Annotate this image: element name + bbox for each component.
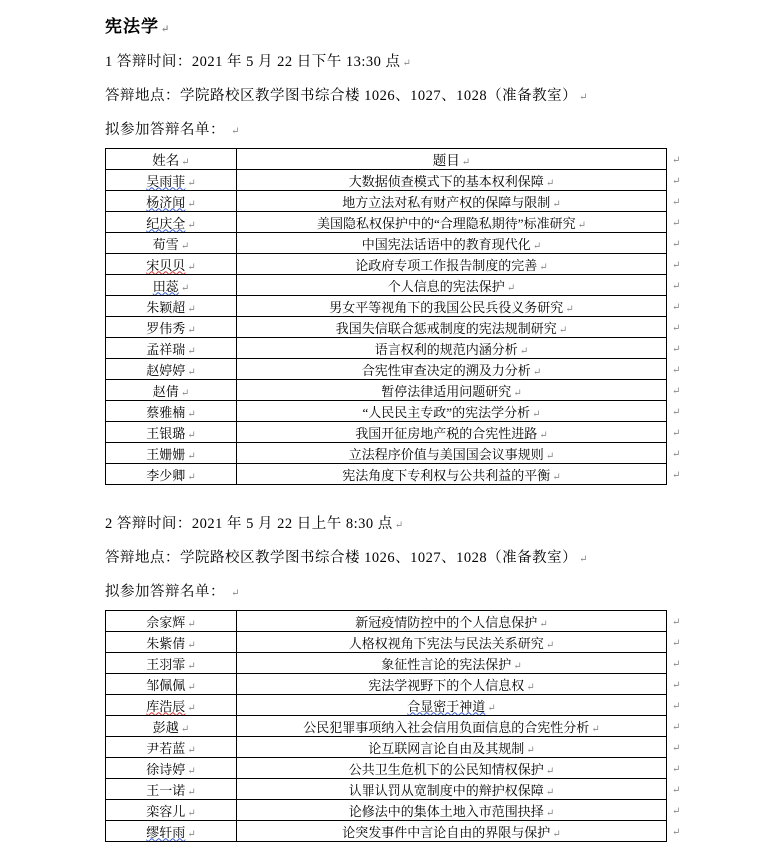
header-text: 姓名 [152,153,180,168]
student-name: 库浩辰 [146,698,186,714]
paragraph-mark: ↵ [187,807,196,819]
thesis-title: 男女平等视角下的我国公民兵役义务研究 [329,299,564,315]
paragraph-mark: ↵ [187,219,196,231]
student-name: 吴雨菲 [146,173,186,189]
paragraph-mark: ↵ [672,260,681,271]
student-name: 王姗姗 [146,446,186,462]
student-name-cell [106,422,237,443]
thesis-title: 立法程序价值与美国国会议事规则 [348,446,544,462]
thesis-title-cell [237,443,667,464]
paragraph-mark: ↵ [161,24,171,35]
thesis-title: 地方立法对私有财产权的保障与限制 [342,194,551,210]
paragraph-mark: ↵ [545,786,555,798]
table-row [106,695,683,716]
header-text: 题目 [432,153,460,168]
thesis-title-cell [237,422,667,443]
student-name: 杨济闻 [146,194,186,210]
paragraph-mark: ↵ [672,218,681,229]
student-name: 赵倩 [152,383,179,399]
paragraph-mark: ↵ [187,324,196,336]
student-name-cell [106,401,237,422]
paragraph-mark: ↵ [565,303,574,315]
thesis-title: 大数据侦查模式下的基本权利保障 [348,173,544,189]
paragraph-mark: ↵ [532,366,542,378]
paragraph-mark: ↵ [187,744,196,756]
thesis-title: 论政府专项工作报告制度的完善 [355,257,538,273]
student-name-cell [106,443,237,464]
paragraph-mark: ↵ [672,344,681,355]
table-row [106,380,683,401]
student-name: 栾容儿 [146,803,186,819]
paragraph-mark: ↵ [672,827,681,838]
student-name-cell [106,632,237,653]
student-name: 徐诗婷 [146,761,186,777]
thesis-title: 合显密于神道 [407,698,486,714]
paragraph-mark: ↵ [672,701,681,712]
student-name-cell [106,338,237,359]
student-name: 罗伟秀 [146,320,186,336]
student-name-cell [106,464,237,485]
paragraph-mark: ↵ [187,660,196,672]
row-end-mark-cell [667,716,683,737]
paragraph-mark: ↵ [402,58,412,69]
paragraph-mark: ↵ [545,807,555,819]
table-row [106,296,683,317]
table-row [106,800,683,821]
thesis-title: 个人信息的宪法保护 [387,278,505,294]
thesis-title: 宪法角度下专利权与公共利益的平衡 [342,467,551,483]
paragraph-mark: ↵ [672,428,681,439]
thesis-title-cell [237,401,667,422]
paragraph-mark: ↵ [672,449,681,460]
defense-location-text: 答辩地点：学院路校区教学图书综合楼 1026、1027、1028（准备教室） [105,550,578,566]
paragraph-mark: ↵ [187,177,196,189]
paragraph-mark: ↵ [187,786,196,798]
student-name-cell [106,170,237,191]
paragraph-mark: ↵ [672,680,681,691]
paragraph-mark: ↵ [519,345,529,357]
paragraph-mark: ↵ [672,722,681,733]
row-end-mark-cell [667,170,683,191]
row-end-mark-cell [667,296,683,317]
student-name: 王银璐 [146,425,186,441]
student-name-cell [106,779,237,800]
row-end-mark-cell [667,758,683,779]
thesis-title-cell [237,632,667,653]
paragraph-mark: ↵ [552,828,561,840]
paragraph-mark: ↵ [539,618,548,630]
table-header-row [106,149,683,170]
table-row [106,422,683,443]
paragraph-mark: ↵ [187,429,196,441]
row-end-mark-cell [667,275,683,296]
paragraph-mark: ↵ [506,282,516,294]
thesis-title: 暂停法律适用问题研究 [381,383,512,399]
thesis-title-cell [237,254,667,275]
paragraph-mark: ↵ [577,219,586,231]
student-name: 王一诺 [146,782,186,798]
row-end-mark-cell [667,653,683,674]
paragraph-mark: ↵ [672,386,681,397]
table-row [106,737,683,758]
paragraph-mark: ↵ [672,617,681,628]
thesis-title: 象征性言论的宪法保护 [381,656,512,672]
defense-time-line [105,512,774,533]
student-name: 孟祥瑞 [146,341,186,357]
student-name-cell [106,191,237,212]
paragraph-mark: ↵ [526,681,535,693]
student-name: 蔡雅楠 [146,404,186,420]
thesis-title: 语言权利的规范内涵分析 [374,341,518,357]
thesis-title-cell [237,716,667,737]
name-list-label [105,580,774,601]
thesis-title: 公共卫生危机下的公民知情权保护 [348,761,544,777]
paragraph-mark: ↵ [545,177,555,189]
paragraph-mark: ↵ [180,723,190,735]
thesis-title-cell [237,674,667,695]
paragraph-mark: ↵ [672,197,681,208]
table-row [106,275,683,296]
paragraph-mark: ↵ [187,681,196,693]
thesis-title-cell [237,695,667,716]
student-name-cell [106,611,237,632]
thesis-title-cell [237,233,667,254]
row-end-mark-cell [667,695,683,716]
paragraph-mark: ↵ [532,408,541,420]
paragraph-mark: ↵ [187,618,196,630]
thesis-title-cell [237,611,667,632]
paragraph-mark: ↵ [545,639,555,651]
student-name: 彭越 [152,719,179,735]
row-end-mark-cell [667,422,683,443]
defense-section-2 [105,512,774,842]
defense-location-line [105,84,774,105]
student-name: 朱紫倩 [146,635,186,651]
paragraph-mark: ↵ [558,324,568,336]
student-name-cell [106,800,237,821]
paragraph-mark: ↵ [545,450,555,462]
thesis-title: 认罪认罚从宽制度中的辩护权保障 [348,782,544,798]
defense-time-text: 2 答辩时间：2021 年 5 月 22 日上午 8:30 点 [105,516,393,532]
paragraph-mark: ↵ [461,157,471,168]
table-row [106,611,683,632]
thesis-title-cell [237,821,667,842]
table-row [106,191,683,212]
thesis-title: 中国宪法话语中的教育现代化 [361,236,531,252]
defense-time-text: 1 答辩时间：2021 年 5 月 22 日下午 13:30 点 [105,54,401,70]
table-row [106,254,683,275]
row-end-mark-cell [667,443,683,464]
student-name: 纪庆全 [146,215,186,231]
paragraph-mark: ↵ [187,639,196,651]
paragraph-mark: ↵ [539,429,548,441]
paragraph-mark: ↵ [672,302,681,313]
paragraph-mark: ↵ [187,828,196,840]
paragraph-mark: ↵ [672,470,681,481]
row-end-mark-cell [667,212,683,233]
paragraph-mark: ↵ [187,471,196,483]
row-end-mark-cell [667,611,683,632]
paragraph-mark: ↵ [180,387,190,399]
name-list-label-text: 拟参加答辩名单： [105,584,225,600]
thesis-title-cell [237,653,667,674]
row-end-mark-cell [667,632,683,653]
row-end-mark-cell [667,821,683,842]
paragraph-mark: ↵ [672,407,681,418]
table-row [106,464,683,485]
defense-table-2-body [106,611,683,842]
table-row [106,233,683,254]
row-end-mark-cell [667,317,683,338]
thesis-title: 公民犯罪事项纳入社会信用负面信息的合宪性分析 [303,719,590,735]
title-column-header [237,149,667,170]
paragraph-mark: ↵ [532,240,542,252]
student-name: 王羽霏 [146,656,186,672]
thesis-title: 论互联网言论自由及其规制 [368,740,525,756]
paragraph-mark: ↵ [579,554,589,565]
thesis-title-cell [237,800,667,821]
thesis-title-cell [237,359,667,380]
paragraph-mark: ↵ [672,806,681,817]
defense-table-1 [105,148,683,485]
paragraph-mark: ↵ [187,408,196,420]
student-name: 朱颖超 [146,299,186,315]
table-row [106,401,683,422]
table-row [106,338,683,359]
paragraph-mark: ↵ [487,702,496,714]
table-row [106,653,683,674]
paragraph-mark: ↵ [187,450,196,462]
paragraph-mark: ↵ [513,387,522,399]
paragraph-mark: ↵ [187,198,196,210]
thesis-title-cell [237,779,667,800]
thesis-title-cell [237,737,667,758]
paragraph-mark: ↵ [187,345,196,357]
paragraph-mark: ↵ [672,638,681,649]
name-list-label-text: 拟参加答辩名单： [105,122,225,138]
student-name-cell [106,716,237,737]
paragraph-mark: ↵ [672,281,681,292]
student-name: 荀雪 [152,236,179,252]
page-title [105,12,774,37]
row-end-mark-cell [667,674,683,695]
row-end-mark-cell [667,233,683,254]
paragraph-mark: ↵ [672,659,681,670]
defense-section-1 [105,50,774,485]
student-name-cell [106,674,237,695]
row-end-mark-cell [667,779,683,800]
thesis-title-cell [237,758,667,779]
thesis-title-cell [237,380,667,401]
student-name-cell [106,821,237,842]
defense-time-line [105,50,774,71]
student-name: 赵婷婷 [146,362,186,378]
row-end-mark-cell [667,800,683,821]
student-name: 田蕊 [152,278,179,294]
thesis-title: 我国失信联合惩戒制度的宪法规制研究 [335,320,557,336]
student-name: 缪轩雨 [146,824,186,840]
paragraph-mark: ↵ [672,743,681,754]
thesis-title: 合宪性审查决定的溯及力分析 [361,362,531,378]
thesis-title-cell [237,317,667,338]
table-row [106,716,683,737]
thesis-title: 宪法学视野下的个人信息权 [368,677,525,693]
student-name-cell [106,212,237,233]
table-row [106,317,683,338]
student-name-cell [106,359,237,380]
paragraph-mark: ↵ [672,365,681,376]
student-name-cell [106,758,237,779]
table-row [106,443,683,464]
paragraph-mark: ↵ [526,744,535,756]
student-name: 邹佩佩 [146,677,186,693]
student-name: 佘家辉 [146,614,186,630]
paragraph-mark: ↵ [579,92,589,103]
paragraph-mark: ↵ [672,323,681,334]
student-name-cell [106,380,237,401]
table-row [106,821,683,842]
table-row [106,632,683,653]
paragraph-mark: ↵ [187,366,196,378]
paragraph-mark: ↵ [231,588,241,599]
student-name-cell [106,695,237,716]
row-end-mark-cell [667,149,683,170]
paragraph-mark: ↵ [231,126,241,137]
paragraph-mark: ↵ [187,261,196,273]
thesis-title: 论突发事件中言论自由的界限与保护 [342,824,551,840]
student-name-cell [106,317,237,338]
table-row [106,359,683,380]
thesis-title: 我国开征房地产税的合宪性进路 [355,425,538,441]
paragraph-mark: ↵ [187,303,196,315]
thesis-title: “人民民主专政”的宪法学分析 [362,404,531,420]
thesis-title: 新冠疫情防控中的个人信息保护 [355,614,538,630]
name-column-header [106,149,237,170]
paragraph-mark: ↵ [672,239,681,250]
row-end-mark-cell [667,359,683,380]
student-name: 尹若蓝 [146,740,186,756]
paragraph-mark: ↵ [394,520,404,531]
thesis-title-cell [237,275,667,296]
paragraph-mark: ↵ [591,723,600,735]
thesis-title: 论修法中的集体土地入市范围抉择 [348,803,544,819]
page-title-text: 宪法学 [105,17,159,36]
paragraph-mark: ↵ [672,764,681,775]
table-row [106,212,683,233]
table-row [106,170,683,191]
defense-table-1-body [106,149,683,485]
table-row [106,779,683,800]
thesis-title-cell [237,212,667,233]
thesis-title: 美国隐私权保护中的“合理隐私期待”标准研究 [317,215,576,231]
row-end-mark-cell [667,464,683,485]
thesis-title-cell [237,464,667,485]
row-end-mark-cell [667,380,683,401]
defense-table-2 [105,610,683,842]
paragraph-mark: ↵ [187,702,196,714]
paragraph-mark: ↵ [180,282,190,294]
student-name: 李少卿 [146,467,186,483]
row-end-mark-cell [667,338,683,359]
thesis-title-cell [237,191,667,212]
student-name-cell [106,233,237,254]
defense-location-line [105,546,774,567]
table-row [106,674,683,695]
name-list-label [105,118,774,139]
paragraph-mark: ↵ [552,471,561,483]
paragraph-mark: ↵ [672,785,681,796]
paragraph-mark: ↵ [539,261,548,273]
paragraph-mark: ↵ [672,176,681,187]
table-row [106,758,683,779]
student-name-cell [106,254,237,275]
student-name-cell [106,296,237,317]
row-end-mark-cell [667,737,683,758]
paragraph-mark: ↵ [513,660,522,672]
student-name-cell [106,275,237,296]
thesis-title-cell [237,296,667,317]
paragraph-mark: ↵ [552,198,561,210]
thesis-title-cell [237,170,667,191]
student-name-cell [106,737,237,758]
thesis-title: 人格权视角下宪法与民法关系研究 [348,635,544,651]
thesis-title-cell [237,338,667,359]
paragraph-mark: ↵ [545,765,555,777]
student-name: 宋贝贝 [146,257,186,273]
row-end-mark-cell [667,191,683,212]
row-end-mark-cell [667,401,683,422]
paragraph-mark: ↵ [187,765,196,777]
defense-location-text: 答辩地点：学院路校区教学图书综合楼 1026、1027、1028（准备教室） [105,88,578,104]
paragraph-mark: ↵ [672,155,681,166]
paragraph-mark: ↵ [181,157,190,168]
row-end-mark-cell [667,254,683,275]
student-name-cell [106,653,237,674]
paragraph-mark: ↵ [180,240,190,252]
